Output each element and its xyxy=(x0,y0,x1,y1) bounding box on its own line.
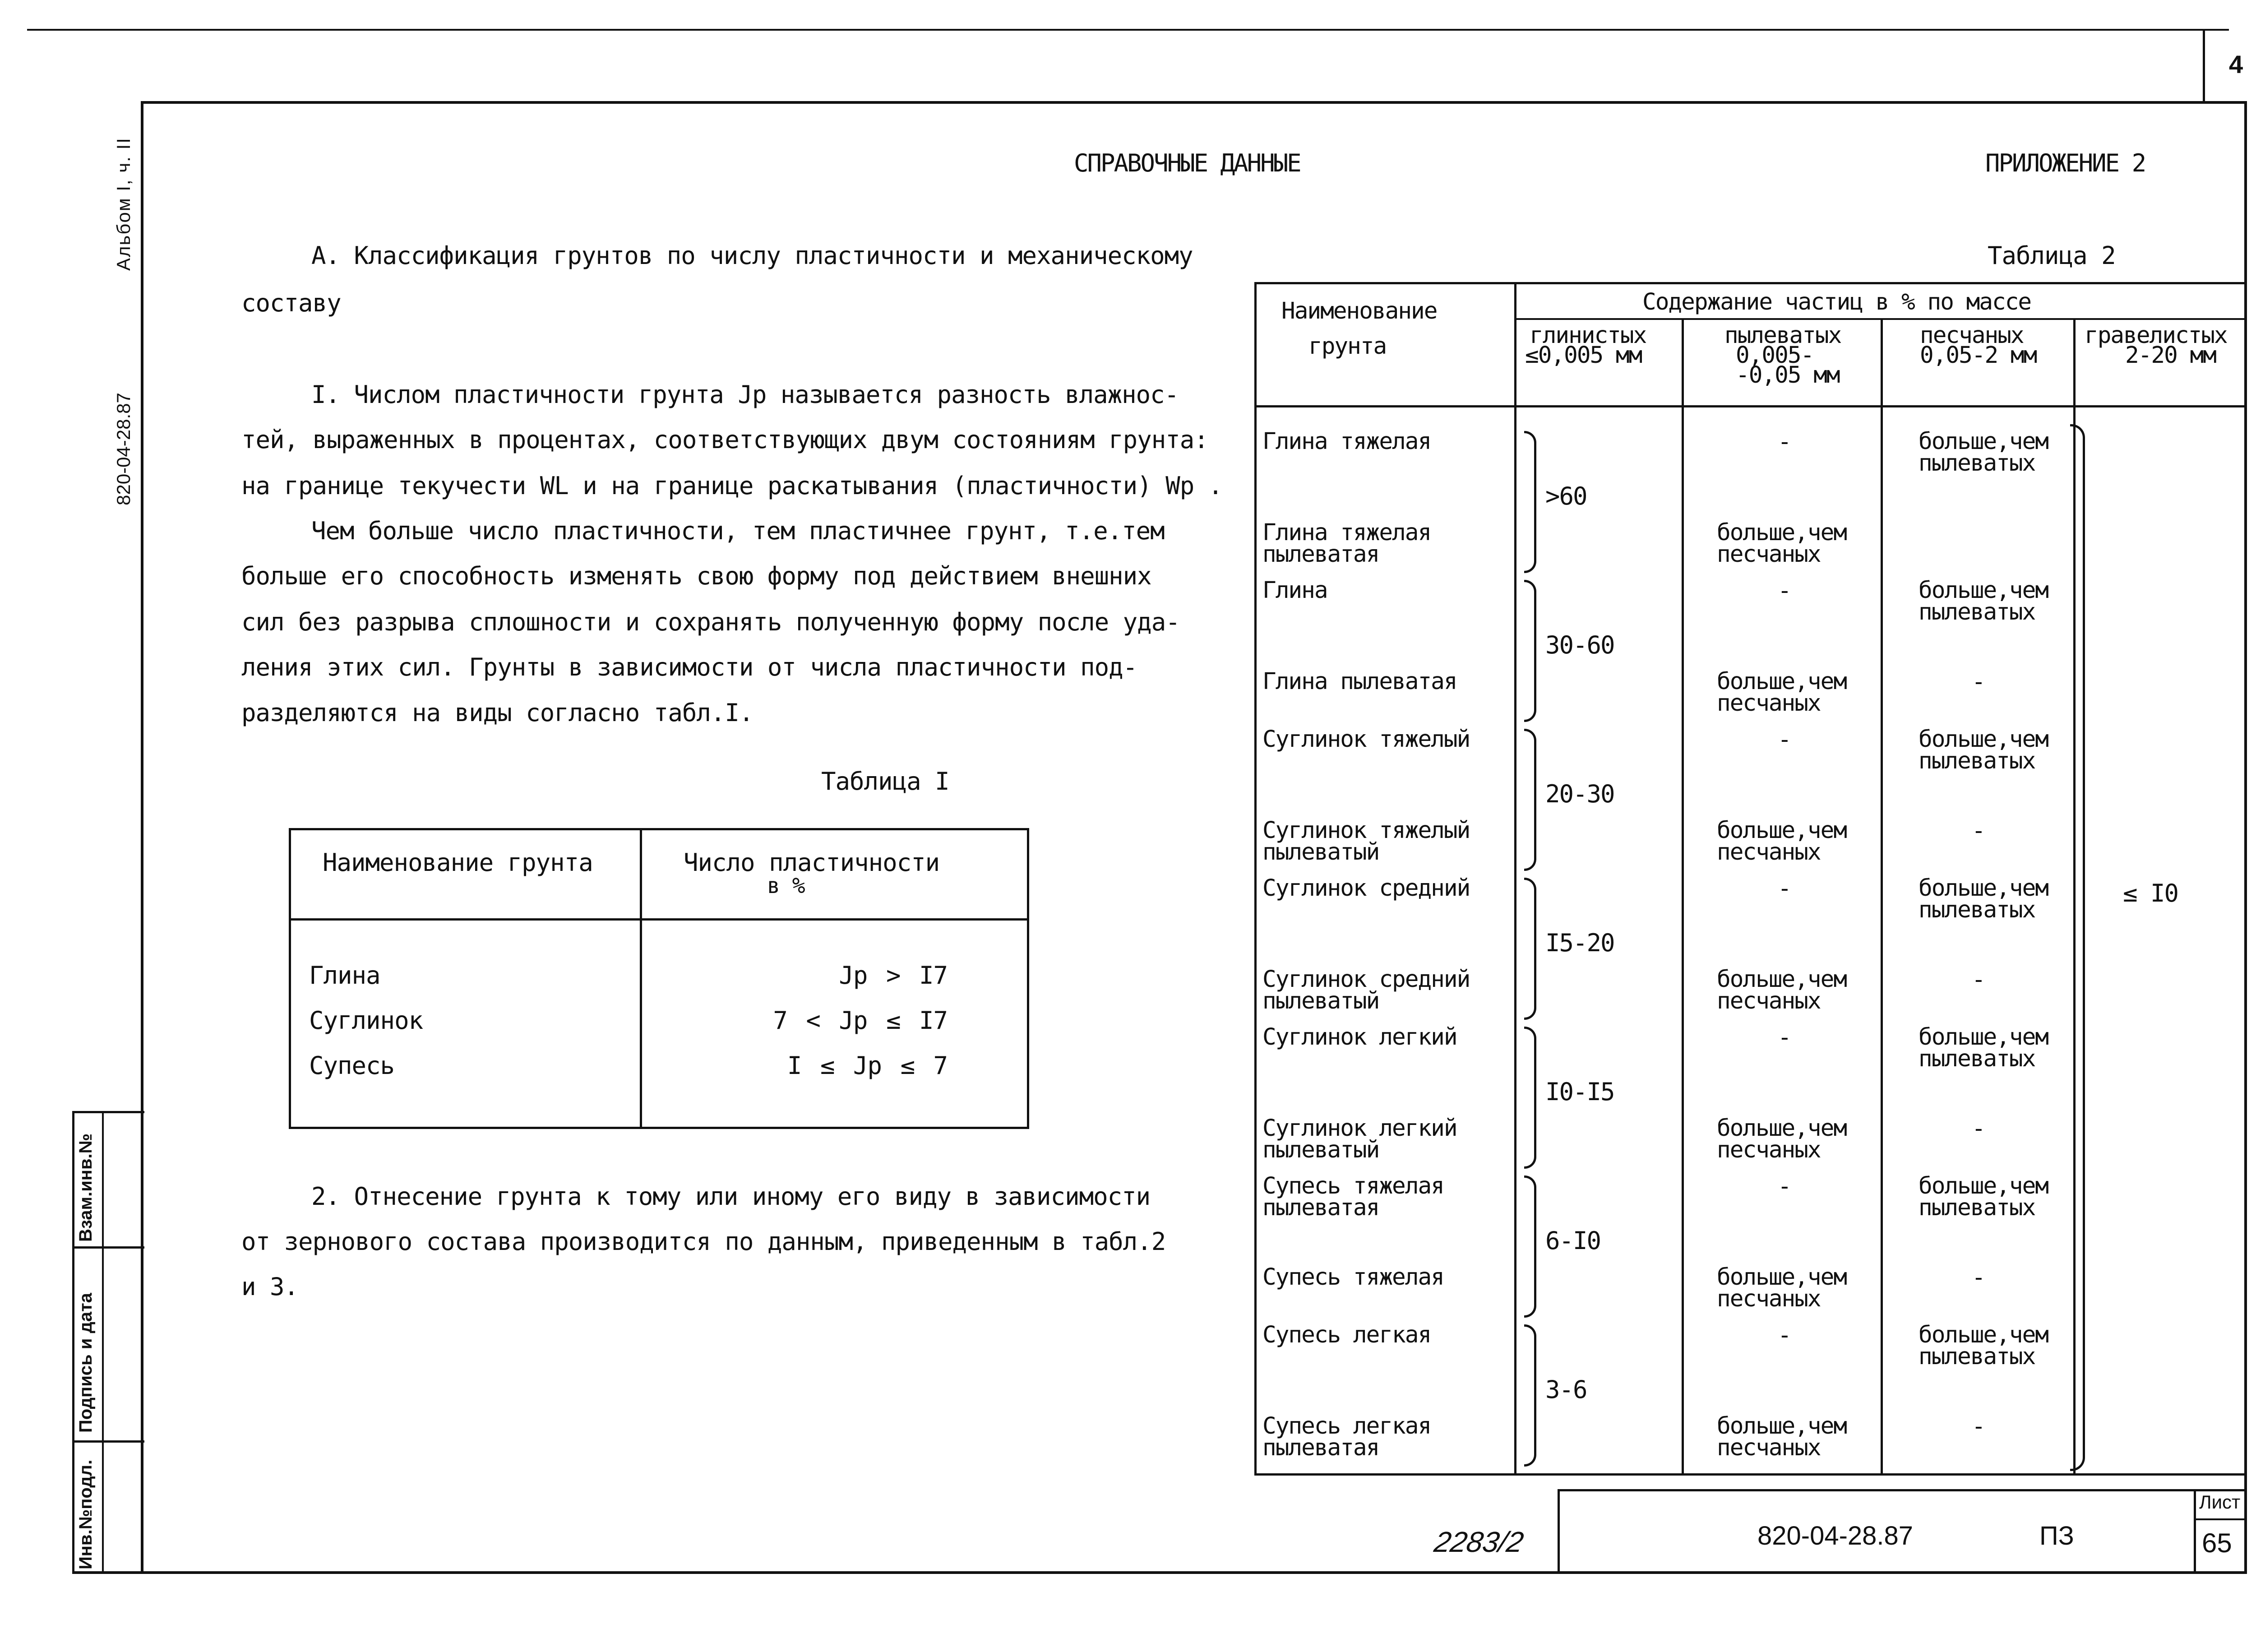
sand-value: больше,чем пылеватых xyxy=(1919,428,2048,477)
sand-value: - xyxy=(1972,1413,1985,1440)
sand-value: - xyxy=(1972,818,1985,844)
clay-value: I0-I5 xyxy=(1545,1078,1614,1106)
sand-value: больше,чем пылеватых xyxy=(1919,1322,2048,1370)
table2-header-clay: глинистых ≤0,005 мм xyxy=(1525,322,1646,369)
silt-value: больше,чем песчаных xyxy=(1717,966,1847,1014)
table1-header-unit: в % xyxy=(767,873,805,898)
table2-header-content: Содержание частиц в % по массе xyxy=(1642,289,2031,315)
clay-brace xyxy=(1524,431,1536,573)
table2-header-sand: песчаных 0,05-2 мм xyxy=(1920,322,2037,369)
jp-symbol: Jp xyxy=(738,380,767,409)
clay-brace xyxy=(1524,729,1536,871)
soil-name: Суглинок легкий xyxy=(1262,1024,1457,1050)
silt-value: - xyxy=(1778,1173,1791,1200)
silt-value: больше,чем песчаных xyxy=(1717,519,1847,568)
silt-value: больше,чем песчаных xyxy=(1717,817,1847,865)
clay-brace xyxy=(1524,1324,1536,1467)
silt-value: больше,чем песчаных xyxy=(1717,1115,1847,1163)
silt-value: - xyxy=(1778,578,1791,604)
side-stamp-vzam: Взам.инв.№ xyxy=(76,1133,96,1242)
wl-symbol: WL xyxy=(540,472,569,500)
stamp-mark: ПЗ xyxy=(2039,1521,2074,1550)
clay-value: I5-20 xyxy=(1545,929,1614,957)
clay-value: 6-I0 xyxy=(1545,1226,1601,1255)
clay-value: 20-30 xyxy=(1545,780,1614,808)
soil-name: Супесь тяжелая пылеватая xyxy=(1262,1173,1444,1221)
appendix-label: ПРИЛОЖЕНИЕ 2 xyxy=(1985,149,2145,177)
sand-value: больше,чем пылеватых xyxy=(1919,875,2048,923)
table2-header-name: Наименование грунта xyxy=(1281,298,1437,360)
sand-value: больше,чем пылеватых xyxy=(1919,1173,2048,1221)
soil-name: Глина тяжелая xyxy=(1262,428,1431,455)
page-number: 4 xyxy=(2229,50,2243,79)
sand-value: больше,чем пылеватых xyxy=(1919,1024,2048,1072)
top-rule xyxy=(27,29,2229,31)
soil-name: Супесь тяжелая xyxy=(1262,1264,1444,1291)
sand-value: - xyxy=(1972,1115,1985,1142)
sand-value: - xyxy=(1972,967,1985,993)
soil-name: Глина xyxy=(1262,577,1327,604)
table1-header-name: Наименование грунта xyxy=(323,848,593,877)
frame-bottom xyxy=(72,1571,2247,1574)
silt-value: больше,чем песчаных xyxy=(1717,668,1847,717)
clay-brace xyxy=(1524,1175,1536,1318)
silt-value: больше,чем песчаных xyxy=(1717,1413,1847,1461)
table1-header-value: Число пластичности xyxy=(684,848,940,877)
clay-brace xyxy=(1524,580,1536,722)
soil-name: Суглинок средний пылеватый xyxy=(1262,966,1470,1014)
sand-value: больше,чем пылеватых xyxy=(1919,726,2048,774)
soil-name: Суглинок тяжелый пылеватый xyxy=(1262,817,1470,865)
silt-value: - xyxy=(1778,429,1791,455)
page-title: СПРАВОЧНЫЕ ДАННЫЕ xyxy=(1074,149,1300,177)
soil-name: Суглинок средний xyxy=(1262,875,1470,902)
silt-value: - xyxy=(1778,1024,1791,1051)
frame-right xyxy=(2244,101,2247,1574)
table2-header-silt: пылеватых 0,005- -0,05 мм xyxy=(1724,322,1841,389)
frame-left xyxy=(141,101,143,1574)
gravel-brace xyxy=(2070,424,2085,1471)
album-label: Альбом I, ч. II xyxy=(113,137,134,271)
sheet-label: Лист xyxy=(2199,1491,2241,1513)
sheet-number: 65 xyxy=(2202,1528,2232,1558)
silt-value: - xyxy=(1778,875,1791,902)
soil-name: Супесь легкая пылеватая xyxy=(1262,1413,1431,1461)
gravel-value: ≤ I0 xyxy=(2123,879,2178,907)
clay-brace xyxy=(1524,1027,1536,1169)
soil-name: Суглинок тяжелый xyxy=(1262,726,1470,753)
side-code: 820-04-28.87 xyxy=(113,393,134,505)
clay-value: >60 xyxy=(1545,482,1587,510)
clay-value: 30-60 xyxy=(1545,631,1614,659)
soil-name: Супесь легкая xyxy=(1262,1322,1431,1348)
clay-value: 3-6 xyxy=(1545,1375,1587,1404)
silt-value: - xyxy=(1778,1322,1791,1349)
sand-value: больше,чем пылеватых xyxy=(1919,577,2048,625)
table2-caption: Таблица 2 xyxy=(1988,241,2116,270)
soil-name: Суглинок легкий пылеватый xyxy=(1262,1115,1457,1163)
sand-value: - xyxy=(1972,669,1985,695)
table2-header-gravel: гравелистых 2-20 мм xyxy=(2085,322,2227,369)
soil-name: Глина тяжелая пылеватая xyxy=(1262,519,1431,568)
sand-value: - xyxy=(1972,1264,1985,1291)
wp-symbol: Wp . xyxy=(1165,472,1223,500)
side-stamp-sign: Подпись и дата xyxy=(76,1293,96,1433)
soil-name: Глина пылеватая xyxy=(1262,668,1457,695)
side-stamp-inv: Инв.№подл. xyxy=(76,1459,96,1569)
table1-caption: Таблица I xyxy=(821,767,949,796)
silt-value: больше,чем песчаных xyxy=(1717,1264,1847,1312)
handwritten-number: 2283/2 xyxy=(1432,1526,1526,1558)
stamp-code: 820-04-28.87 xyxy=(1757,1521,1914,1550)
frame-top xyxy=(143,101,2247,104)
silt-value: - xyxy=(1778,727,1791,753)
clay-brace xyxy=(1524,878,1536,1020)
